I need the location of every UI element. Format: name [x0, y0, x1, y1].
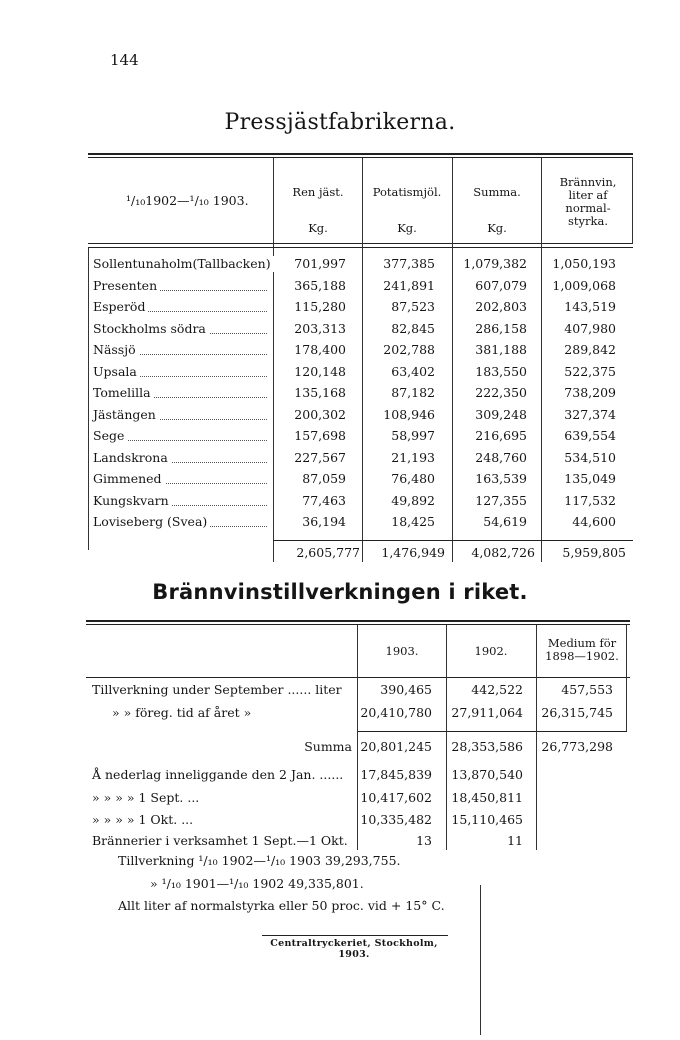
- table2-row-label: » » » » 1 Okt. ...: [92, 812, 194, 827]
- table1-cell-sum: 381,188: [475, 342, 527, 357]
- table1-cell-bv: 44,600: [572, 514, 616, 529]
- table1-col-divider: [632, 158, 633, 244]
- table2-cell-medium: 457,553: [561, 682, 613, 697]
- table1-cell-pot: 76,480: [391, 471, 435, 486]
- table1-cell-pot: 63,402: [391, 363, 435, 379]
- table1-cell-bv: 1,050,193: [552, 256, 616, 271]
- table2-row-label: Å nederlag inneliggande den 2 Jan. ......: [92, 767, 344, 782]
- table2-col-divider: [536, 625, 537, 850]
- table1-header-bv-line: liter af: [568, 188, 608, 202]
- table2-summa-rule: [357, 731, 627, 732]
- table1-cell-pot: 21,193: [391, 449, 435, 465]
- table1-cell-sum: 222,350: [475, 385, 527, 400]
- footer-rule: [262, 935, 448, 936]
- table2-col-divider: [446, 625, 447, 850]
- table2-cell-1902: 13,870,540: [451, 767, 523, 782]
- table1-cell-bv: 1,009,068: [552, 277, 616, 293]
- table1-cell-pot: 58,997: [391, 428, 435, 443]
- table1-unit-pot: Kg.: [397, 221, 417, 235]
- table1-cell-bv: 407,980: [564, 320, 616, 336]
- table1-cell-pot: 241,891: [383, 277, 435, 293]
- table1-row-name: Kungskvarn: [93, 493, 172, 509]
- table2-top-rule-thin: [86, 624, 630, 625]
- table1-cell-ren: 87,059: [302, 471, 346, 486]
- table1-col-divider: [541, 158, 542, 562]
- table1-cell-bv: 738,209: [564, 385, 616, 400]
- table1-cell-ren: 115,280: [294, 299, 346, 314]
- table1-total-pot: 1,476,949: [381, 545, 445, 560]
- table1-header-bv-line: styrka.: [568, 214, 608, 228]
- table1-row-name: Sege: [93, 428, 127, 444]
- table2-cell-1903: 13: [416, 833, 432, 848]
- table1-cell-bv: 639,554: [564, 428, 616, 443]
- table1-col-divider: [362, 158, 363, 562]
- note-line: Allt liter af normalstyrka eller 50 proc. vid + 15° C.: [118, 898, 445, 913]
- table2-cell-1903: 20,410,780: [360, 705, 432, 720]
- table1-cell-bv: 135,049: [564, 471, 616, 486]
- table1-cell-pot: 377,385: [383, 256, 435, 271]
- table1-cell-sum: 286,158: [475, 320, 527, 336]
- table1-cell-bv: 143,519: [564, 299, 616, 314]
- table2-row-label: Summa: [304, 739, 352, 754]
- table1-cell-pot: 87,182: [391, 385, 435, 400]
- table1-cell-pot: 82,845: [391, 320, 435, 336]
- table1-header-sum: Summa.: [473, 185, 521, 199]
- table1-cell-bv: 117,532: [564, 492, 616, 508]
- table2-cell-1902: 442,522: [471, 682, 523, 697]
- table2-cell-1902: 27,911,064: [451, 705, 523, 720]
- table1-row-name: Jästängen: [93, 407, 159, 423]
- table1-row-name: Esperöd: [93, 299, 148, 315]
- table2-cell-medium: 26,773,298: [541, 739, 613, 754]
- table1-cell-bv: 327,374: [564, 406, 616, 422]
- table2-header-medium-line: Medium för: [547, 636, 617, 650]
- table1-row-name: Loviseberg (Svea): [93, 514, 210, 530]
- table1-cell-sum: 183,550: [475, 363, 527, 379]
- table2-row-label: Brännerier i verksamhet 1 Sept.—1 Okt.: [92, 833, 348, 848]
- table1-cell-ren: 135,168: [294, 385, 346, 400]
- table1-header-bv-line: normal-: [565, 201, 611, 215]
- table1-row-name: Gimmened: [93, 471, 165, 487]
- table2-cell-1902: 28,353,586: [451, 739, 523, 754]
- table2-header-1902: 1902.: [474, 644, 508, 658]
- table2-cell-medium: 26,315,745: [541, 705, 613, 720]
- page-edge-line: [480, 885, 481, 1035]
- table1-cell-ren: 227,567: [294, 449, 346, 465]
- table1-cell-pot: 202,788: [383, 342, 435, 357]
- note-line: » ¹/₁₀ 1901—¹/₁₀ 1902 49,335,801.: [150, 876, 364, 891]
- table2-cell-1902: 11: [507, 833, 523, 848]
- table1-cell-ren: 701,997: [294, 256, 346, 271]
- table2-row-label: Tillverkning under September ...... liter: [92, 682, 342, 697]
- table1-row-name: Stockholms södra: [93, 321, 209, 337]
- table2-header-rule: [86, 677, 630, 678]
- table2-col-divider: [357, 625, 358, 850]
- table2-row-label: » » » » 1 Sept. ...: [92, 790, 200, 805]
- table1-cell-sum: 309,248: [475, 406, 527, 422]
- table1-cell-ren: 203,313: [294, 320, 346, 336]
- table1-cell-bv: 289,842: [564, 342, 616, 357]
- table1-cell-ren: 77,463: [302, 492, 346, 508]
- table1-total-rule: [273, 540, 633, 541]
- table1-unit-sum: Kg.: [487, 221, 507, 235]
- table1-total-bv: 5,959,805: [562, 545, 626, 560]
- table1-header-bv-line: Brännvin,: [559, 175, 617, 189]
- table1-row-name: Tomelilla: [93, 385, 154, 401]
- table1-total-sum: 4,082,726: [471, 545, 535, 560]
- page-number: 144: [110, 51, 139, 69]
- table1-cell-sum: 216,695: [475, 428, 527, 443]
- table1-col-divider: [88, 248, 89, 550]
- table2-cell-1903: 20,801,245: [360, 739, 432, 754]
- table1-header-pot: Potatismjöl.: [372, 185, 442, 199]
- table1-header-ren: Ren jäst.: [292, 185, 344, 199]
- table2-cell-1902: 18,450,811: [451, 790, 523, 805]
- table2-top-rule: [86, 620, 630, 622]
- table1-cell-pot: 18,425: [391, 514, 435, 529]
- table1-cell-ren: 178,400: [294, 342, 346, 357]
- table1-top-rule-thin: [88, 157, 633, 158]
- table1-header-bv: [544, 176, 632, 228]
- table2-header-medium-line: 1898—1902.: [545, 649, 619, 663]
- table2-title: Brännvinstillverkningen i riket.: [152, 580, 528, 604]
- table1-cell-sum: 202,803: [475, 299, 527, 314]
- table1-cell-sum: 248,760: [475, 449, 527, 465]
- table1-header-rule-2: [88, 247, 633, 248]
- table1-cell-ren: 157,698: [294, 428, 346, 443]
- table2-cell-1903: 10,417,602: [360, 790, 432, 805]
- table1-row-name: Landskrona: [93, 450, 171, 466]
- table2-header-medium: [539, 637, 625, 663]
- table1-cell-ren: 36,194: [302, 514, 346, 529]
- table1-total-ren: 2,605,777: [296, 545, 360, 560]
- table2-row-label: » » föreg. tid af året »: [112, 705, 252, 720]
- table1-cell-ren: 200,302: [294, 406, 346, 422]
- table1-row-name: Presenten: [93, 278, 160, 294]
- table1-row-name: Sollentunaholm(Tallbacken): [93, 256, 274, 272]
- table1-cell-bv: 534,510: [564, 449, 616, 465]
- table1-cell-sum: 163,539: [475, 471, 527, 486]
- table1-header-rule: [88, 243, 633, 244]
- table1-cell-sum: 1,079,382: [463, 256, 527, 271]
- table2-col-divider: [626, 625, 627, 731]
- table1-period-label: ¹/₁₀1902—¹/₁₀ 1903.: [126, 193, 249, 208]
- table1-unit-ren: Kg.: [308, 221, 328, 235]
- table1-title: Pressjästfabrikerna.: [224, 110, 456, 135]
- note-line: Tillverkning ¹/₁₀ 1902—¹/₁₀ 1903 39,293,755.: [118, 853, 401, 868]
- printer-imprint: Centraltryckeriet, Stockholm, 1903.: [270, 938, 438, 960]
- table1-cell-ren: 120,148: [294, 363, 346, 379]
- table1-cell-pot: 87,523: [391, 299, 435, 314]
- table1-cell-bv: 522,375: [564, 363, 616, 379]
- table1-row-name: Nässjö: [93, 342, 139, 358]
- table1-cell-ren: 365,188: [294, 277, 346, 293]
- table1-row-name: Upsala: [93, 364, 140, 380]
- table1-col-divider: [452, 158, 453, 562]
- table2-cell-1903: 390,465: [380, 682, 432, 697]
- table2-cell-1902: 15,110,465: [451, 812, 523, 827]
- table1-cell-sum: 127,355: [475, 492, 527, 508]
- table2-cell-1903: 17,845,839: [360, 767, 432, 782]
- table1-col-divider: [273, 158, 274, 562]
- table1-cell-sum: 54,619: [483, 514, 527, 529]
- table1-top-rule: [88, 153, 633, 155]
- table2-header-1903: 1903.: [385, 644, 419, 658]
- table1-cell-pot: 49,892: [391, 492, 435, 508]
- table1-cell-sum: 607,079: [475, 277, 527, 293]
- table2-cell-1903: 10,335,482: [360, 812, 432, 827]
- table1-cell-pot: 108,946: [383, 406, 435, 422]
